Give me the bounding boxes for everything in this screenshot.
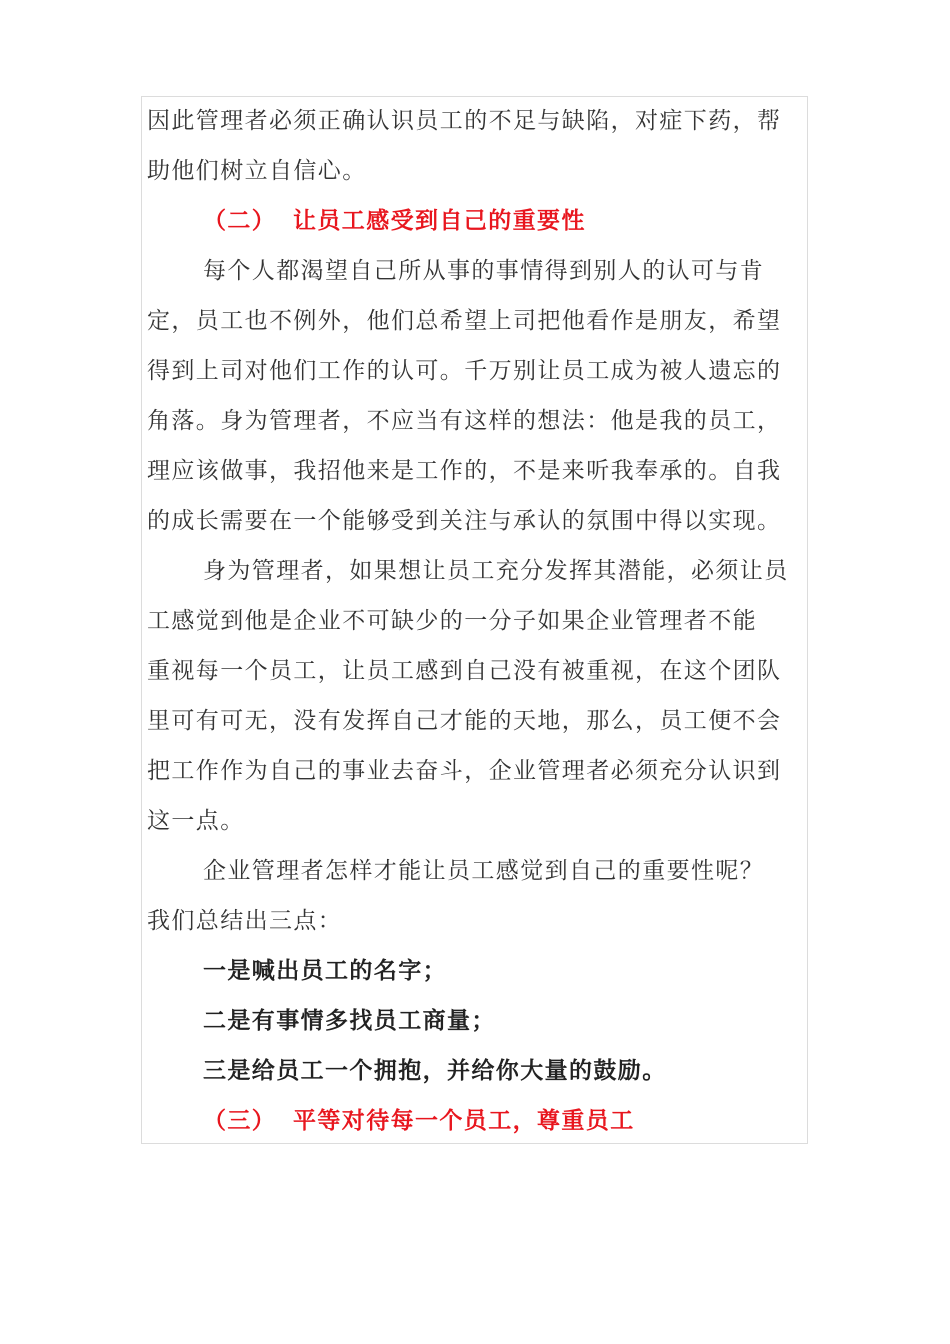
paragraph-line: 我们总结出三点：: [147, 908, 343, 934]
paragraph-line: 重视每一个员工，让员工感到自己没有被重视，在这个团队: [147, 658, 782, 684]
paragraph-line: 定，员工也不例外，他们总希望上司把他看作是朋友，希望: [147, 308, 782, 334]
paragraph-line: 这一点。: [147, 808, 245, 834]
paragraph-line: 得到上司对他们工作的认可。千万别让员工成为被人遗忘的: [147, 358, 782, 384]
section-title: 平等对待每一个员工，尊重员工: [293, 1107, 635, 1134]
key-point: 三是给员工一个拥抱，并给你大量的鼓励。: [203, 1057, 667, 1084]
section-heading-3: [147, 1096, 807, 1146]
paragraph-line: 的成长需要在一个能够受到关注与承认的氛围中得以实现。: [147, 508, 782, 534]
paragraph-line: 企业管理者怎样才能让员工感觉到自己的重要性呢？: [203, 858, 765, 884]
section-title: 让员工感受到自己的重要性: [293, 207, 586, 234]
paragraph-line: 工感觉到他是企业不可缺少的一分子如果企业管理者不能: [147, 608, 757, 634]
paragraph-line: 每个人都渴望自己所从事的事情得到别人的认可与肯: [203, 258, 765, 284]
document-body: [147, 96, 807, 1146]
paragraph-line: 因此管理者必须正确认识员工的不足与缺陷，对症下药，帮: [147, 108, 782, 134]
paragraph-line: 角落。身为管理者，不应当有这样的想法：他是我的员工，: [147, 408, 782, 434]
section-heading-2: [147, 196, 807, 246]
key-point: 二是有事情多找员工商量；: [203, 1007, 496, 1034]
key-point: 一是喊出员工的名字；: [203, 957, 447, 984]
paragraph-line: 身为管理者，如果想让员工充分发挥其潜能，必须让员: [203, 558, 789, 584]
section-number: （三）: [203, 1107, 277, 1134]
paragraph-line: 把工作作为自己的事业去奋斗，企业管理者必须充分认识到: [147, 758, 782, 784]
section-number: （二）: [203, 207, 277, 234]
paragraph-line: 里可有可无，没有发挥自己才能的天地，那么，员工便不会: [147, 708, 782, 734]
paragraph-line: 助他们树立自信心。: [147, 158, 367, 184]
paragraph-line: 理应该做事，我招他来是工作的，不是来听我奉承的。自我: [147, 458, 782, 484]
